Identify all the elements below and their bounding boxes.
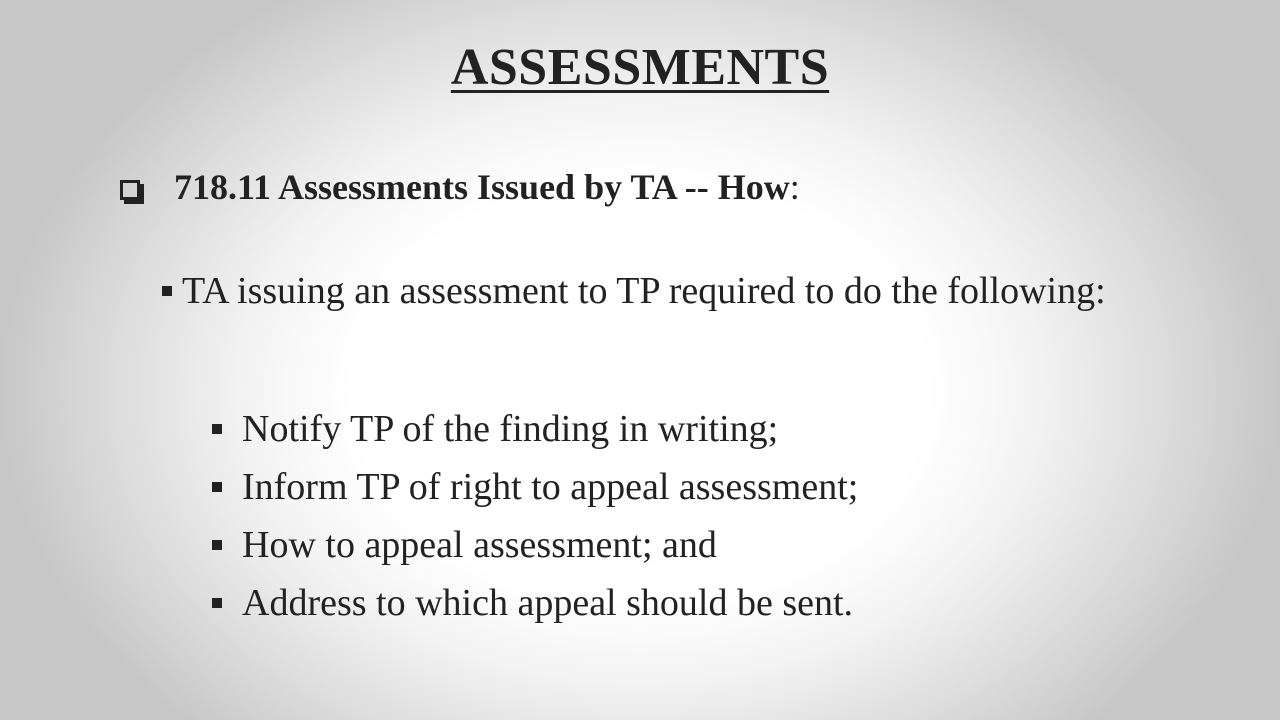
square-bullet-icon	[212, 598, 222, 608]
square-bullet-icon	[162, 286, 172, 296]
list-item	[242, 400, 858, 458]
checkbox-icon	[120, 180, 140, 200]
list-item	[242, 516, 858, 574]
square-bullet-icon	[212, 540, 222, 550]
slide-title	[0, 36, 1280, 100]
list-item-text: How to appeal assessment; and	[242, 524, 717, 566]
main-point	[182, 268, 1182, 314]
main-point-text: TA issuing an assessment to TP required to do the following:	[182, 270, 1106, 312]
square-bullet-icon	[212, 482, 222, 492]
list-item-text: Inform TP of right to appeal assessment;	[242, 466, 859, 508]
list-item-text: Notify TP of the finding in writing;	[242, 408, 779, 450]
square-bullet-icon	[212, 424, 222, 434]
subpoint-list	[242, 400, 858, 632]
section-heading	[120, 164, 800, 210]
list-item	[242, 458, 858, 516]
main-point-row	[182, 268, 1182, 314]
list-item-text: Address to which appeal should be sent.	[242, 582, 854, 624]
section-heading-colon: :	[789, 167, 800, 207]
slide-title-text: ASSESSMENTS	[450, 39, 830, 96]
section-heading-text: 718.11 Assessments Issued by TA -- How	[174, 167, 790, 207]
list-item	[242, 574, 858, 632]
